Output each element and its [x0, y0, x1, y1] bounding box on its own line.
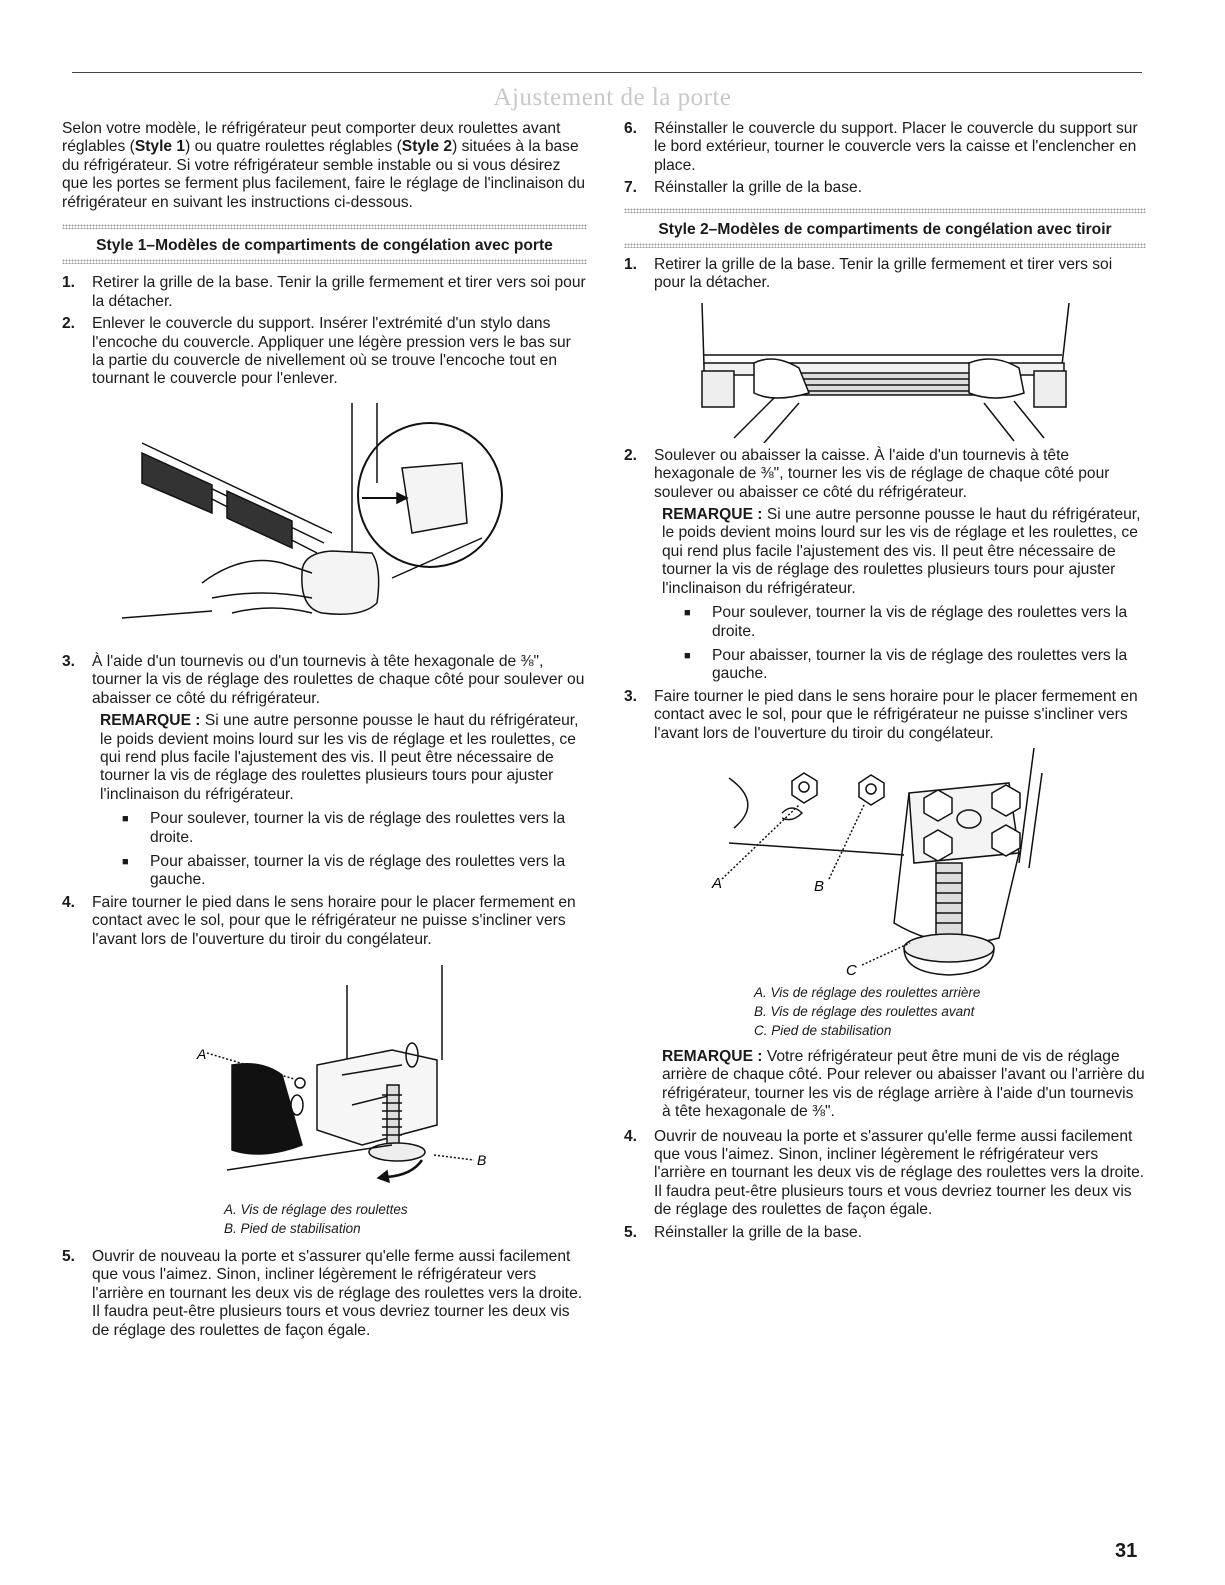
style1-step-3: 3. À l'aide d'un tournevis ou d'un tournevis à tête hexagonale de ⅜", tourner la vis de réglage des roulettes de chaque côté pour soulever ou abaisser ce côté du réfrigérateur.	[62, 652, 585, 707]
fig3-label-a: A	[712, 874, 723, 892]
dotted-rule	[624, 243, 1146, 248]
bullet-square-icon: ■	[122, 813, 129, 826]
fig1-caption-b: B. Pied de stabilisation	[224, 1220, 361, 1236]
intro-paragraph: Selon votre modèle, le réfrigérateur peut comporter deux roulettes avant réglables (Style 1) ou quatre roulettes réglables (Style 2) situées à la base du réfrigérateur. Si votre réfrigérateur semble instable ou si vous désirez que les portes se ferment plus facilement, faire le réglage de l'inclinaison du réfrigérateur en suivant les instructions ci-dessous.	[62, 120, 586, 211]
style2-step-5: 5. Réinstaller la grille de la base.	[624, 1223, 863, 1241]
style1-step-7: 7. Réinstaller la grille de la base.	[624, 179, 863, 197]
style2-bullet-2: ■ Pour abaisser, tourner la vis de réglage des roulettes vers la gauche.	[684, 646, 1128, 683]
style1-heading: Style 1–Modèles de compartiments de congélation avec porte	[96, 237, 553, 255]
style1-remarque: REMARQUE : Si une autre personne pousse le haut du réfrigérateur, le poids devient moins lourd sur les vis de réglage et les roulettes, ce qui rend plus facile l'ajustement des vis. Il peut être nécessaire de tourner la vis de réglage des roulettes plusieurs tours pour ajuster l'inclinaison du réfrigérateur.	[100, 712, 579, 803]
style2-remarque: REMARQUE : Si une autre personne pousse le haut du réfrigérateur, le poids devient moins lourd sur les vis de réglage et les roulettes, ce qui rend plus facile l'ajustement des vis. Il peut être nécessaire de tourner la vis de réglage des roulettes plusieurs tours pour ajuster l'inclinaison du réfrigérateur.	[662, 506, 1141, 597]
style2-step-2: 2. Soulever ou abaisser la caisse. À l'aide d'un tournevis à tête hexagonale de ⅜", tourner les vis de réglage de chaque côté pour soulever ou abaisser ce côté du réfrigérateur.	[624, 446, 1110, 501]
rear-front-screws-illustration	[624, 743, 1146, 983]
style2-bullet-1: ■ Pour soulever, tourner la vis de réglage des roulettes vers la droite.	[684, 604, 1128, 640]
fig3-label-b: B	[814, 877, 825, 895]
fig3-caption-a: A. Vis de réglage des roulettes arrière	[754, 984, 981, 1000]
fig1-label-a: A	[197, 1045, 207, 1062]
style2-remarque-2: REMARQUE : Votre réfrigérateur peut être muni de vis de réglage arrière de chaque côté. Pour relever ou abaisser l'avant ou l'arrière du réfrigérateur, tourner les vis de réglage arrière à l'aide d'un tournevis à tête hexagonale de ⅜".	[662, 1047, 1145, 1121]
style1-step-1: 1. Retirer la grille de la base. Tenir la grille fermement et tirer vers soi pour la détacher.	[62, 274, 586, 310]
fig3-caption-b: B. Vis de réglage des roulettes avant	[754, 1003, 975, 1019]
dotted-rule	[62, 224, 587, 229]
fig1-caption-a: A. Vis de réglage des roulettes	[224, 1201, 408, 1217]
top-rule	[72, 72, 1142, 73]
right-column	[624, 120, 1146, 1242]
style1-step-4: 4. Faire tourner le pied dans le sens horaire pour le placer fermement en contact avec le sol, pour que le réfrigérateur ne puisse s'incliner vers l'avant lors de l'ouverture du tiroir du congélateur.	[62, 893, 576, 948]
bullet-square-icon: ■	[684, 607, 691, 620]
style1-step-5: 5. Ouvrir de nouveau la porte et s'assurer qu'elle ferme aussi facilement que vous l'aimez. Sinon, incliner légèrement le réfrigérateur vers l'arrière en tournant les deux vis de réglage des roulettes vers la droite. Il faudra peut-être plusieurs tours et vous devriez tourner les deux vis de réglage des roulettes de façon égale.	[62, 1247, 583, 1339]
dotted-rule	[62, 259, 587, 264]
page-title: Ajustement de la porte	[493, 84, 732, 111]
style2-step-4: 4. Ouvrir de nouveau la porte et s'assurer qu'elle ferme aussi facilement que vous l'aimez. Sinon, incliner légèrement le réfrigérateur vers l'arrière en tournant les deux vis de réglage des roulettes vers la droite. Il faudra peut-être plusieurs tours et vous devriez tourner les deux vis de réglage des roulettes de façon égale.	[624, 1127, 1145, 1219]
dotted-rule	[624, 208, 1146, 213]
cover-removal-illustration	[62, 403, 587, 643]
fig3-label-c: C	[846, 961, 857, 979]
style1-step-2: 2. Enlever le couvercle du support. Insérer l'extrémité d'un stylo dans l'encoche du couvercle. Appliquer une légère pression vers le bas sur la partie du couvercle de nivellement où se trouve l'encoche tout en tournant le couvercle pour l'enlever.	[62, 315, 571, 388]
bullet-square-icon: ■	[684, 649, 691, 662]
style1-bullet-1: ■ Pour soulever, tourner la vis de réglage des roulettes vers la droite.	[122, 810, 566, 846]
fig3-caption-c: C. Pied de stabilisation	[754, 1022, 892, 1038]
base-grille-illustration	[624, 293, 1146, 443]
style1-bullet-2: ■ Pour abaisser, tourner la vis de réglage des roulettes vers la gauche.	[122, 852, 566, 889]
left-column	[62, 120, 587, 1340]
page-number: 31	[1115, 1540, 1138, 1562]
fig1-label-b: B	[477, 1151, 487, 1168]
style2-step-3: 3. Faire tourner le pied dans le sens horaire pour le placer fermement en contact avec le sol, pour que le réfrigérateur ne puisse s'incliner vers l'avant lors de l'ouverture du tiroir du congélateur.	[624, 687, 1138, 742]
style2-step-1: 1. Retirer la grille de la base. Tenir la grille fermement et tirer vers soi pour la détacher.	[624, 256, 1113, 292]
style1-step-6: 6. Réinstaller le couvercle du support. Placer le couvercle du support sur le bord extérieur, tourner le couvercle vers la caisse et l'enclencher en place.	[624, 120, 1138, 174]
style2-heading: Style 2–Modèles de compartiments de congélation avec tiroir	[658, 220, 1112, 238]
caster-foot-illustration	[62, 955, 587, 1200]
bullet-square-icon: ■	[122, 855, 129, 868]
